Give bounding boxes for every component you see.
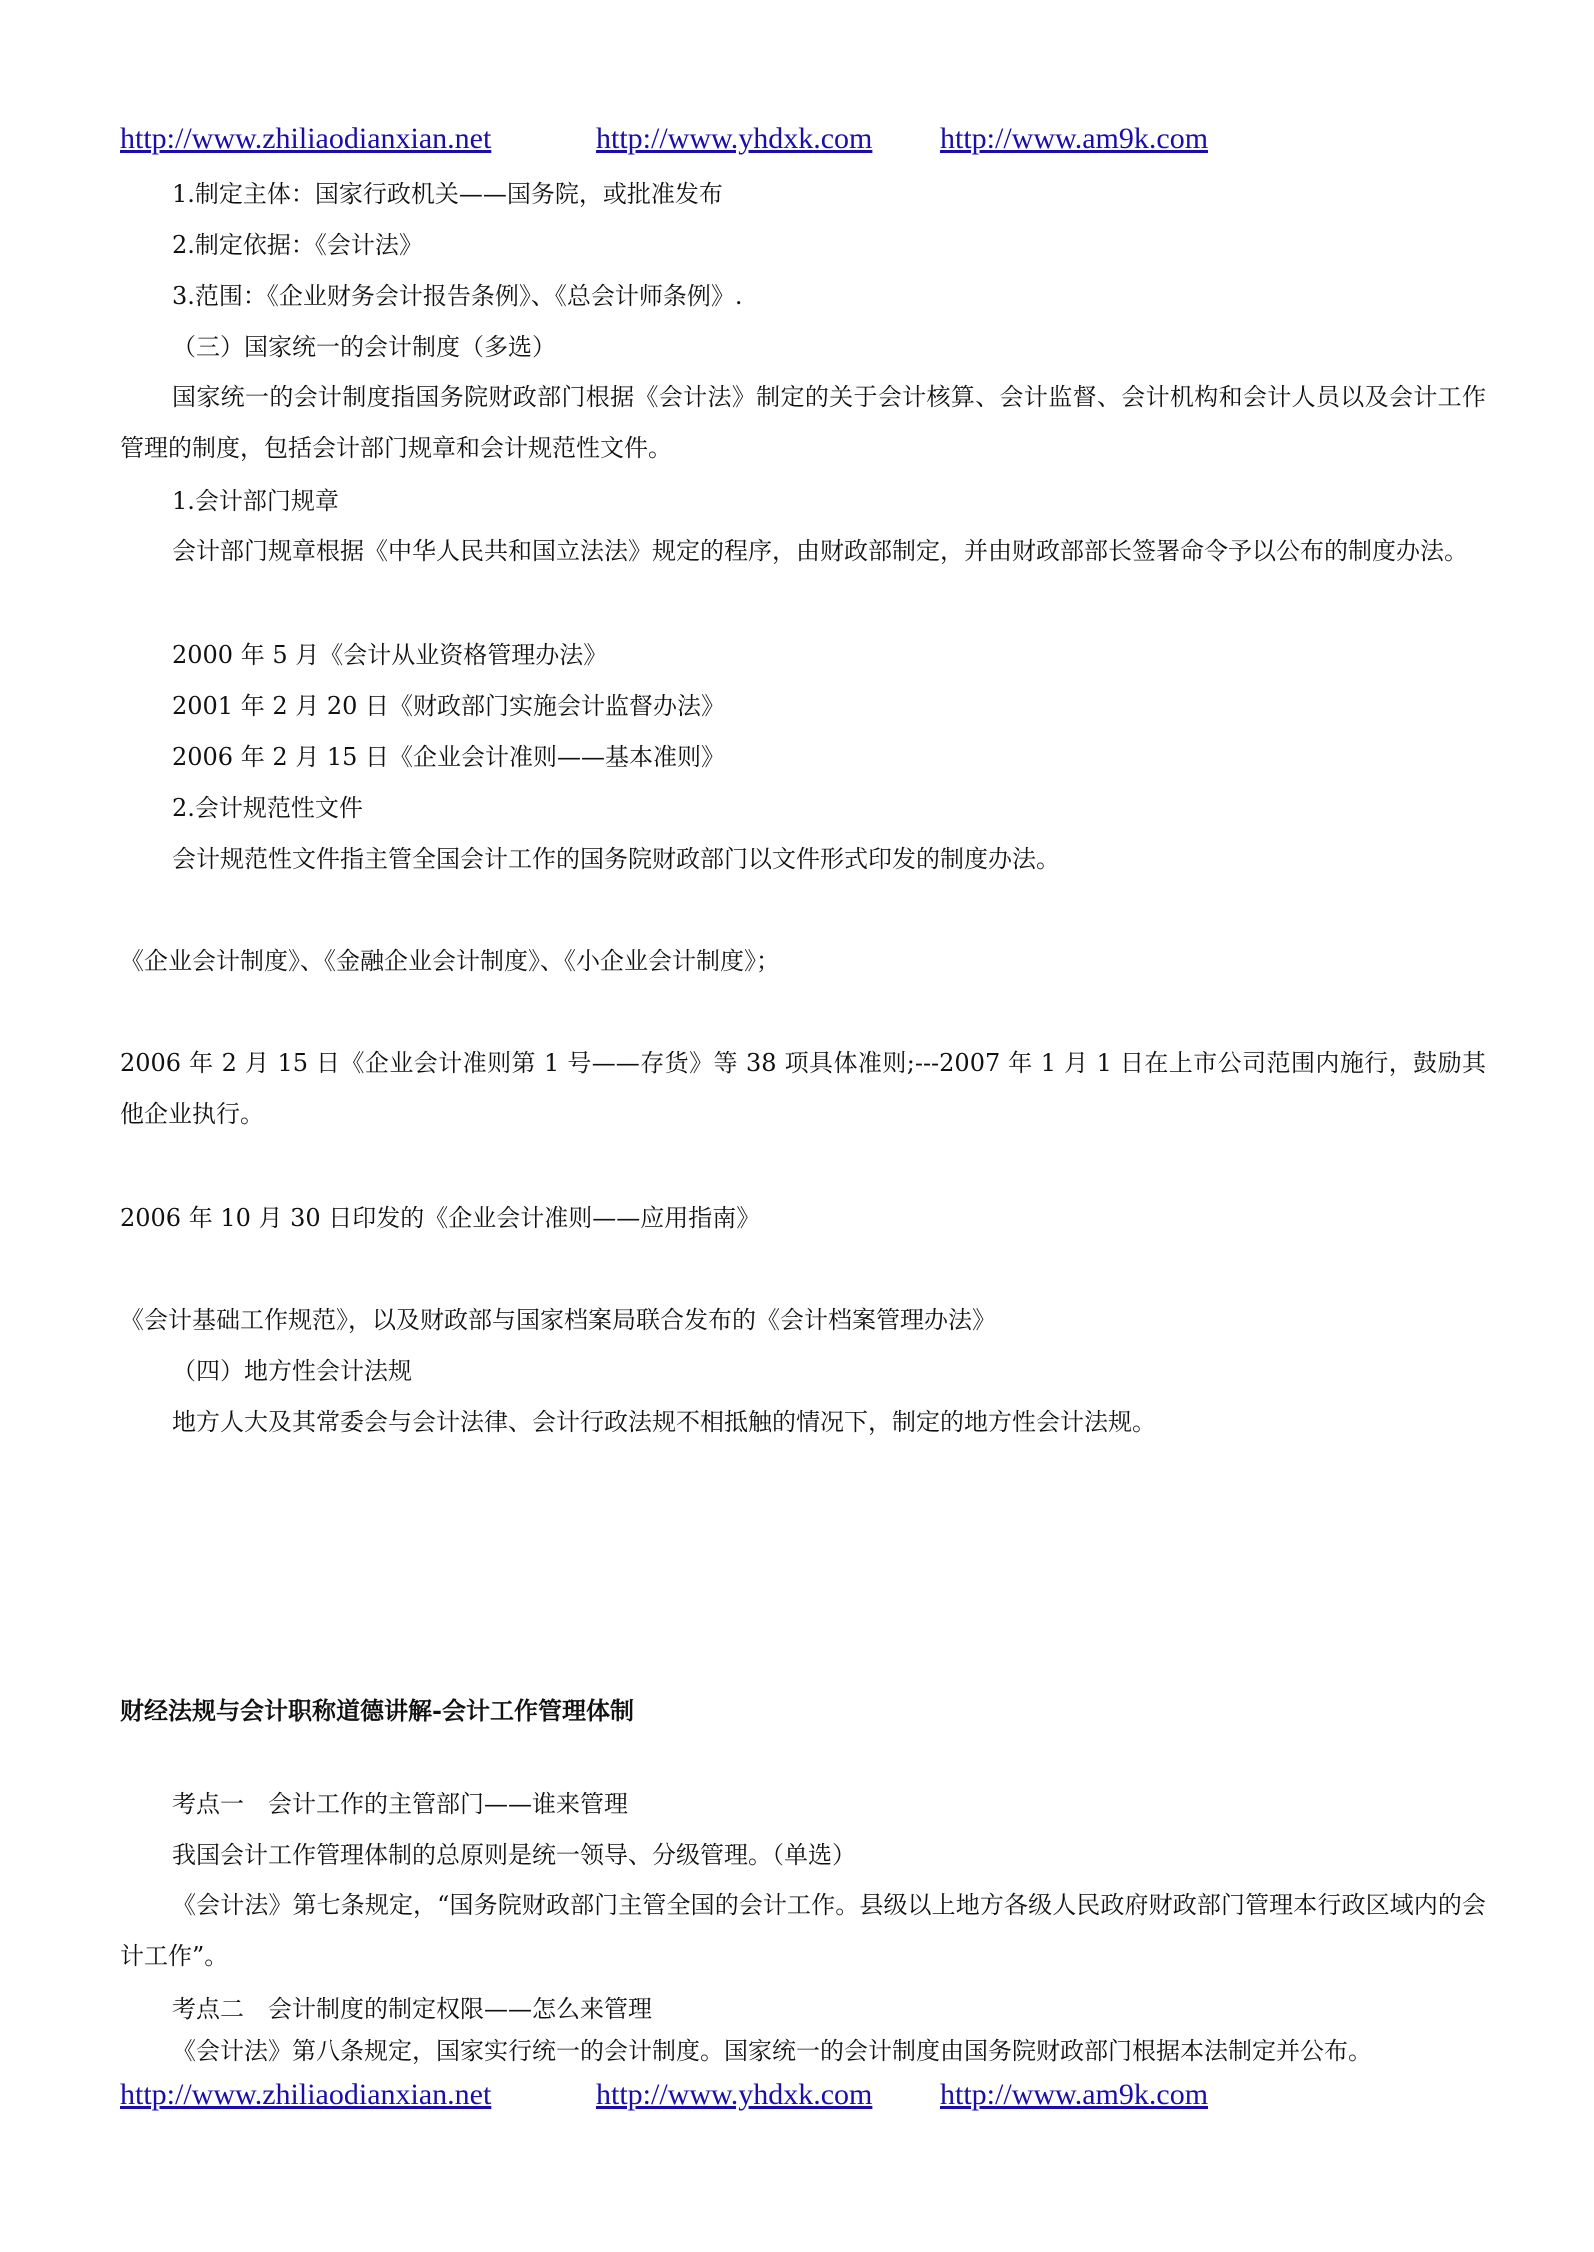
section-title: 财经法规与会计职称道德讲解-会计工作管理体制: [120, 1696, 634, 1725]
body-line-1: 1.制定主体：国家行政机关——国务院，或批准发布: [172, 180, 723, 208]
body-line-13: 《会计基础工作规范》，以及财政部与国家档案局联合发布的《会计档案管理办法》: [120, 1306, 996, 1334]
body-line-10: 会计规范性文件指主管全国会计工作的国务院财政部门以文件形式印发的制度办法。: [172, 845, 1060, 873]
section-line-1: 考点一 会计工作的主管部门——谁来管理: [172, 1790, 628, 1818]
footer-link-zhiliaodianxian[interactable]: http://www.zhiliaodianxian.net: [120, 2078, 492, 2111]
header-link-am9k[interactable]: http://www.am9k.com: [940, 122, 1209, 155]
footer-link-am9k[interactable]: http://www.am9k.com: [940, 2078, 1209, 2111]
body-line-5: 1.会计部门规章: [172, 487, 339, 515]
section-line-2: 我国会计工作管理体制的总原则是统一领导、分级管理。（单选）: [172, 1841, 856, 1869]
body-line-9: 2.会计规范性文件: [172, 794, 363, 822]
body-line-15: 地方人大及其常委会与会计法律、会计行政法规不相抵触的情况下，制定的地方性会计法规。: [172, 1408, 1156, 1436]
section-line-4: 《会计法》第八条规定，国家实行统一的会计制度。国家统一的会计制度由国务院财政部门根据本法制定并公布。: [172, 2037, 1372, 2065]
header-link-yhdxk[interactable]: http://www.yhdxk.com: [596, 122, 873, 155]
body-line-7: 2001 年 2 月 20 日《财政部门实施会计监督办法》: [172, 692, 726, 720]
paragraph-specific-standards: 2006 年 2 月 15 日《企业会计准则第 1 号——存货》等 38 项具体准则;---2007 年 1 月 1 日在上市公司范围内施行，鼓励其他企业执行。: [120, 1049, 1486, 1128]
footer-links: [120, 2078, 1480, 2118]
section-line-3: 考点二 会计制度的制定权限——怎么来管理: [172, 1995, 652, 2023]
paragraph-department-rules: 会计部门规章根据《中华人民共和国立法法》规定的程序，由财政部制定，并由财政部部长签署命令予以公布的制度办法。: [172, 537, 1468, 565]
body-line-8: 2006 年 2 月 15 日《企业会计准则——基本准则》: [172, 743, 726, 771]
section-paragraph-1: 《会计法》第七条规定，“国务院财政部门主管全国的会计工作。县级以上地方各级人民政府财政部门管理本行政区域内的会计工作”。: [120, 1891, 1486, 1970]
body-line-3: 3.范围：《企业财务会计报告条例》、《总会计师条例》.: [172, 282, 743, 310]
footer-link-yhdxk[interactable]: http://www.yhdxk.com: [596, 2078, 873, 2111]
body-line-12: 2006 年 10 月 30 日印发的《企业会计准则——应用指南》: [120, 1204, 761, 1232]
header-links: [120, 122, 1480, 162]
paragraph-national-system: 国家统一的会计制度指国务院财政部门根据《会计法》制定的关于会计核算、会计监督、会计机构和会计人员以及会计工作管理的制度，包括会计部门规章和会计规范性文件。: [120, 383, 1486, 462]
body-line-2: 2.制定依据：《会计法》: [172, 231, 423, 259]
body-line-11: 《企业会计制度》、《金融企业会计制度》、《小企业会计制度》；: [120, 947, 780, 975]
header-link-zhiliaodianxian[interactable]: http://www.zhiliaodianxian.net: [120, 122, 492, 155]
subheading-national-system: （三）国家统一的会计制度（多选）: [172, 333, 556, 361]
body-line-6: 2000 年 5 月《会计从业资格管理办法》: [172, 641, 608, 669]
subheading-local-regulations: （四）地方性会计法规: [172, 1357, 412, 1385]
